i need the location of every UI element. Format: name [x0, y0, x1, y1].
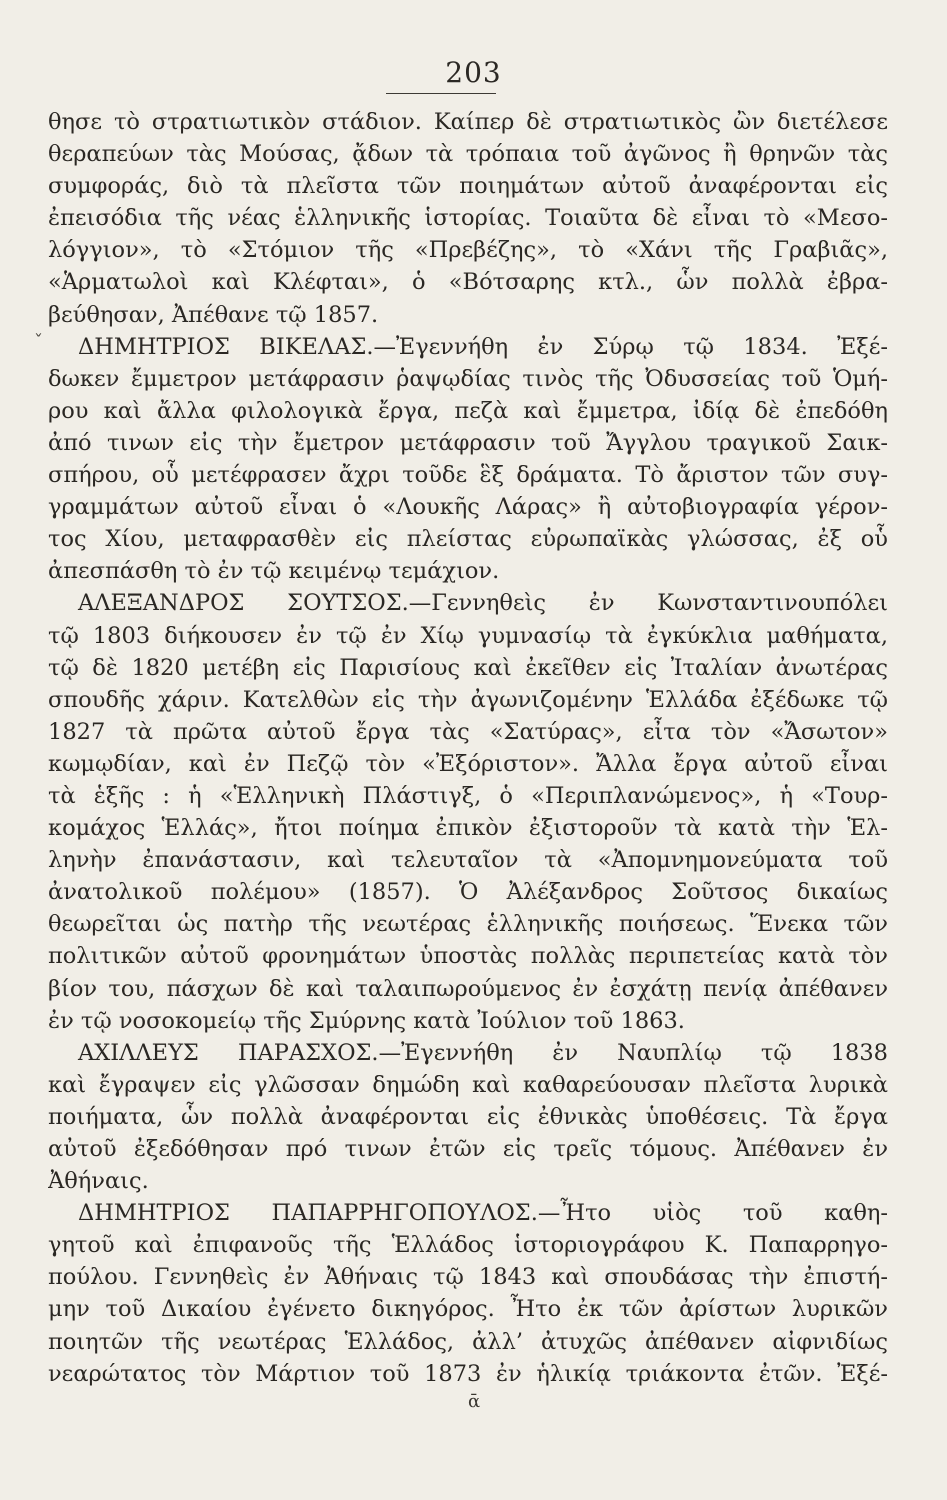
- text-line: ποιήματα, ὧν πολλὰ ἀναφέρονται εἰς ἐθνικὰς ὑποθέσεις. Τὰ ἔργα: [48, 1103, 888, 1130]
- text-line: ἀνατολικοῦ πολέμου» (1857). Ὁ Ἀλέξανδρος Σοῦτσος δικαίως: [48, 879, 888, 906]
- text-line: ἐπεισόδια τῆς νέας ἑλληνικῆς ἱστορίας. Τοιαῦτα δὲ εἶναι τὸ «Μεσο-: [48, 205, 888, 232]
- text-line: θησε τὸ στρατιωτικὸν στάδιον. Καίπερ δὲ στρατιωτικὸς ὢν διετέλεσε: [48, 109, 888, 135]
- text-line: ΑΧΙΛΛΕΥΣ ΠΑΡΑΣΧΟΣ.—Ἐγεννήθη ἐν Ναυπλίῳ τῷ 1838: [78, 1039, 888, 1066]
- text-line: «Ἁρματωλοὶ καὶ Κλέφται», ὁ «Βότσαρης κτλ., ὧν πολλὰ ἐβρα-: [48, 269, 888, 296]
- text-line: τῷ 1803 διήκουσεν ἐν τῷ ἐν Χίῳ γυμνασίῳ τὰ ἐγκύκλια μαθήματα,: [48, 622, 888, 649]
- text-line: ἀπεσπάσθη τὸ ἐν τῷ κειμένῳ τεμάχιον.: [48, 558, 500, 585]
- text-line: ρου καὶ ἄλλα φιλολογικὰ ἔργα, πεζὰ καὶ ἔμμετρα, ἰδίᾳ δὲ ἐπεδόθη: [48, 397, 888, 424]
- text-line: θεωρεῖται ὡς πατὴρ τῆς νεωτέρας ἑλληνικῆς ποιήσεως. Ἕνεκα τῶν: [48, 911, 888, 938]
- text-line: λόγγιον», τὸ «Στόμιον τῆς «Πρεβέζης», τὸ «Χάνι τῆς Γραβιᾶς»,: [48, 237, 888, 264]
- text-line: ληνὴν ἐπανάστασιν, καὶ τελευταῖον τὰ «Ἀπομνημονεύματα τοῦ: [48, 847, 888, 874]
- text-line: ποιητῶν τῆς νεωτέρας Ἑλλάδος, ἀλλ’ ἀτυχῶς ἀπέθανεν αἰφνιδίως: [48, 1328, 888, 1355]
- text-line: ΑΛΕΞΑΝΔΡΟΣ ΣΟΥΤΣΟΣ.—Γεννηθεὶς ἐν Κωνσταντινουπόλει: [78, 590, 888, 617]
- header-rule: [386, 93, 496, 94]
- text-line: κομάχος Ἑλλάς», ἤτοι ποίημα ἐπικὸν ἐξιστοροῦν τὰ κατὰ τὴν Ἑλ-: [48, 815, 888, 842]
- text-line: ἀπό τινων εἰς τὴν ἔμετρον μετάφρασιν τοῦ Ἄγγλου τραγικοῦ Σαικ-: [48, 429, 888, 456]
- text-line: θεραπεύων τὰς Μούσας, ᾄδων τὰ τρόπαια τοῦ ἀγῶνος ἢ θρηνῶν τὰς: [48, 141, 888, 168]
- text-line: βεύθησαν, Ἀπέθανε τῷ 1857.: [48, 301, 379, 328]
- text-line: ΔΗΜΗΤΡΙΟΣ ΒΙΚΕΛΑΣ.—Ἐγεννήθη ἐν Σύρῳ τῷ 1834. Ἐξέ-: [78, 333, 888, 360]
- text-line: πούλου. Γεννηθεὶς ἐν Ἀθήναις τῷ 1843 καὶ σπουδάσας τὴν ἐπιστή-: [48, 1264, 888, 1291]
- text-line: νεαρώτατος τὸν Μάρτιον τοῦ 1873 ἐν ἡλικίᾳ τριάκοντα ἐτῶν. Ἐξέ-: [48, 1360, 888, 1387]
- body-text: [48, 106, 888, 1390]
- text-line: γραμμάτων αὐτοῦ εἶναι ὁ «Λουκῆς Λάρας» ἢ αὐτοβιογραφία γέρον-: [48, 494, 888, 521]
- text-line: πολιτικῶν αὐτοῦ φρονημάτων ὑποστὰς πολλὰς περιπετείας κατὰ τὸν: [48, 943, 888, 970]
- text-line: κωμῳδίαν, καὶ ἐν Πεζῷ τὸν «Ἐξόριστον». Ἄλλα ἔργα αὐτοῦ εἶναι: [48, 750, 888, 777]
- text-line: δωκεν ἔμμετρον μετάφρασιν ῥαψῳδίας τινὸς τῆς Ὀδυσσείας τοῦ Ὁμή-: [48, 365, 888, 392]
- text-line: μην τοῦ Δικαίου ἐγένετο δικηγόρος. Ἦτο ἐκ τῶν ἀρίστων λυρικῶν: [48, 1296, 888, 1323]
- text-line: σπήρου, οὗ μετέφρασεν ἄχρι τοῦδε ἓξ δράματα. Τὸ ἄριστον τῶν συγ-: [48, 462, 888, 489]
- text-line: συμφοράς, διὸ τὰ πλεῖστα τῶν ποιημάτων αὐτοῦ ἀναφέρονται εἰς: [48, 173, 888, 200]
- text-line: τὰ ἑξῆς : ἡ «Ἑλληνικὴ Πλάστιγξ, ὁ «Περιπλανώμενος», ἡ «Τουρ-: [48, 782, 888, 809]
- margin-mark: ˯: [34, 316, 43, 337]
- text-line: 1827 τὰ πρῶτα αὐτοῦ ἔργα τὰς «Σατύρας», εἶτα τὸν «Ἄσωτον»: [48, 718, 888, 745]
- text-line: Ἀθήναις.: [48, 1168, 149, 1195]
- text-line: γητοῦ καὶ ἐπιφανοῦς τῆς Ἑλλάδος ἱστοριογράφου Κ. Παπαρρηγο-: [48, 1232, 888, 1259]
- text-line: σπουδῆς χάριν. Κατελθὼν εἰς τὴν ἀγωνιζομένην Ἑλλάδα ἐξέδωκε τῷ: [48, 686, 888, 713]
- text-line: ΔΗΜΗΤΡΙΟΣ ΠΑΠΑΡΡΗΓΟΠΟΥΛΟΣ.—Ἦτο υἱὸς τοῦ καθη-: [78, 1200, 888, 1227]
- text-line: τος Χίου, μεταφρασθὲν εἰς πλείστας εὐρωπαϊκὰς γλώσσας, ἐξ οὗ: [48, 526, 888, 553]
- text-line: βίον του, πάσχων δὲ καὶ ταλαιπωρούμενος ἐν ἐσχάτῃ πενίᾳ ἀπέθανεν: [48, 975, 888, 1002]
- text-line: ἐν τῷ νοσοκομείῳ τῆς Σμύρνης κατὰ Ἰούλιον τοῦ 1863.: [48, 1007, 685, 1034]
- page-number: 203: [445, 56, 502, 89]
- text-line: καὶ ἔγραψεν εἰς γλῶσσαν δημώδη καὶ καθαρεύουσαν πλεῖστα λυρικὰ: [48, 1071, 888, 1098]
- signature-mark: ᾱ: [468, 1391, 481, 1412]
- text-line: τῷ δὲ 1820 μετέβη εἰς Παρισίους καὶ ἐκεῖθεν εἰς Ἰταλίαν ἀνωτέρας: [48, 654, 888, 681]
- text-line: αὐτοῦ ἐξεδόθησαν πρό τινων ἐτῶν εἰς τρεῖς τόμους. Ἀπέθανεν ἐν: [48, 1136, 888, 1162]
